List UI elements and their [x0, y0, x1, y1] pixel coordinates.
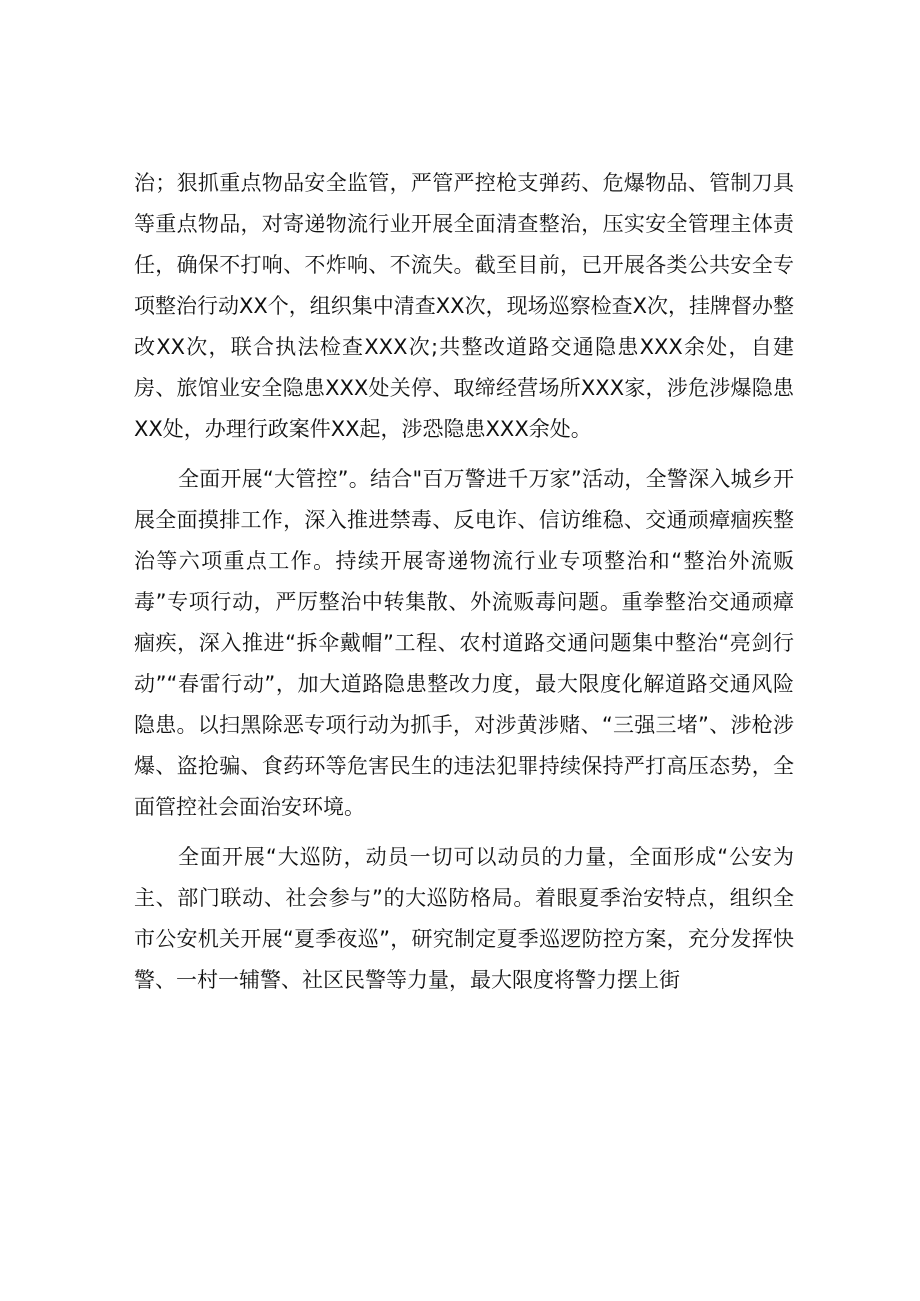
paragraph-2: 全面开展“大管控”。结合"百万警进千万家”活动，全警深入城乡开展全面摸排工作，深入推进禁毒、反电诈、信访维稳、交通顽瘴痼疾整治等六项重点工作。持续开展寄递物流行业专项整治和“整治外流贩毒”专项行动，严厉整治中转集散、外流贩毒问题。重拳整治交通顽瘴痼疾，深入推进“拆伞戴帽”工程、农村道路交通问题集中整治“亮剑行动”“春雷行动”，加大道路隐患整改力度，最大限度化解道路交通风险隐患。以扫黑除恶专项行动为抓手，对涉黄涉赌、“三强三堵”、涉枪涉爆、盗抢骗、食药环等危害民生的违法犯罪持续保持严打高压态势，全面管控社会面治安环境。: [134, 467, 794, 819]
document-body: [134, 163, 794, 1010]
paragraph-3: 全面开展“大巡防，动员一切可以动员的力量，全面形成“公安为主、部门联动、社会参与”的大巡防格局。着眼夏季治安特点，组织全市公安机关开展“夏季夜巡”，研究制定夏季巡逻防控方案，充分发挥快警、一村一辅警、社区民警等力量，最大限度将警力摆上街: [134, 845, 794, 992]
paragraph-1: 治；狠抓重点物品安全监管，严管严控枪支弹药、危爆物品、管制刀具等重点物品，对寄递物流行业开展全面清查整治，压实安全管理主体责任，确保不打响、不炸响、不流失。截至目前，已开展各类公共安全专项整治行动XX个，组织集中清查XX次，现场巡察检查X次，挂牌督办整改XX次，联合执法检查XXX次;共整改道路交通隐患XXX余处，自建房、旅馆业安全隐患XXX处关停、取缔经营场所XXX家，涉危涉爆隐患XX处，办理行政案件XX起，涉恐隐患XXX余处。: [134, 171, 794, 441]
